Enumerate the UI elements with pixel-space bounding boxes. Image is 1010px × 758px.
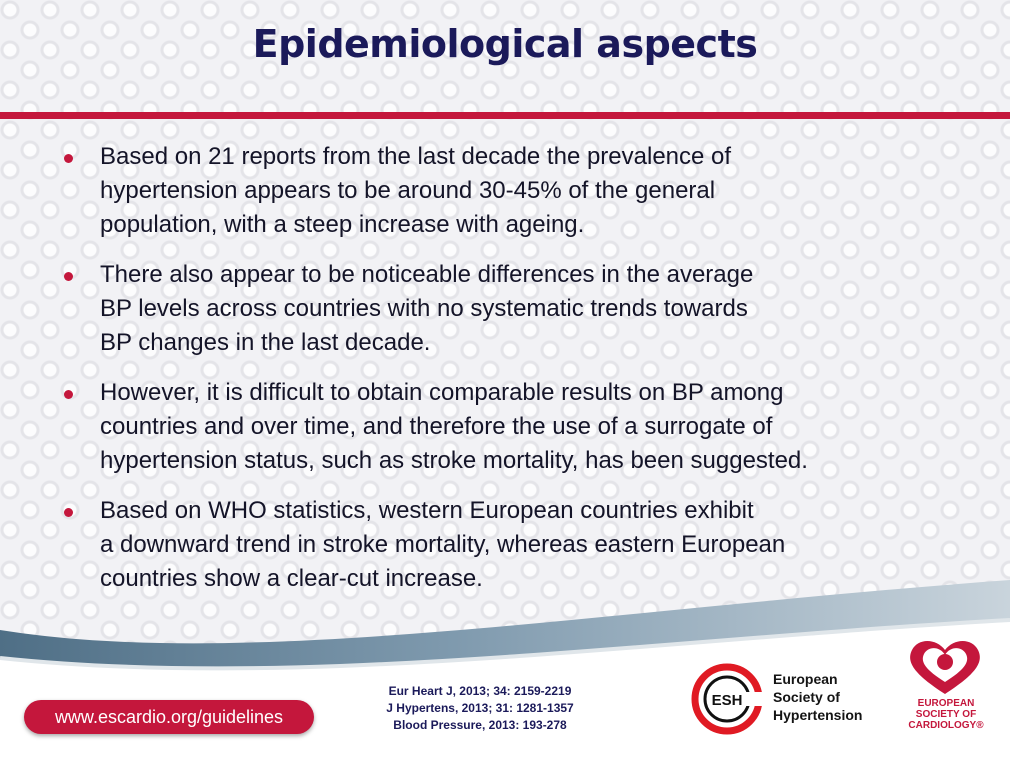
bullet-list <box>60 140 960 612</box>
bullet-dot-icon <box>64 508 73 517</box>
bullet-dot-icon <box>64 390 73 399</box>
reference-line: J Hypertens, 2013; 31: 1281-1357 <box>386 701 574 715</box>
esh-logo <box>690 662 764 736</box>
esc-name <box>896 698 996 731</box>
bullet-text: However, it is difficult to obtain comparable results on BP among countries and over time, and therefore the use of a surrogate of hypertension status, such as stroke mortality, has been suggested. <box>100 379 808 474</box>
bullet-text: There also appear to be noticeable differences in the average BP levels across countries with no systematic trends towards BP changes in the last decade. <box>100 261 754 356</box>
esc-name-line: EUROPEAN <box>917 698 975 709</box>
esc-heart-logo <box>904 636 986 698</box>
bullet-item <box>60 140 960 242</box>
bullet-dot-icon <box>64 272 73 281</box>
reference-line: Blood Pressure, 2013: 193-278 <box>393 718 567 732</box>
website-link-button[interactable]: www.escardio.org/guidelines <box>24 700 314 734</box>
esc-name-line: SOCIETY OF <box>915 709 977 720</box>
slide-title: Epidemiological aspects <box>252 22 758 66</box>
esc-name-line: CARDIOLOGY® <box>908 720 984 731</box>
bullet-text: Based on WHO statistics, western European countries exhibit a downward trend in stroke mortality, whereas eastern European countries show a clear-cut increase. <box>100 497 786 592</box>
esh-name-line: European <box>773 671 838 687</box>
title-divider <box>0 112 1010 119</box>
bullet-item <box>60 376 960 478</box>
bullet-item <box>60 258 960 360</box>
bullet-dot-icon <box>64 154 73 163</box>
esh-name <box>773 670 893 724</box>
references <box>360 683 600 734</box>
reference-line: Eur Heart J, 2013; 34: 2159-2219 <box>388 684 572 698</box>
esh-logo-text: ESH <box>711 692 743 709</box>
esh-name-line: Hypertension <box>773 707 863 723</box>
bullet-text: Based on 21 reports from the last decade the prevalence of hypertension appears to be around 30-45% of the general population, with a steep increase with ageing. <box>100 143 732 238</box>
esh-name-line: Society of <box>773 689 840 705</box>
